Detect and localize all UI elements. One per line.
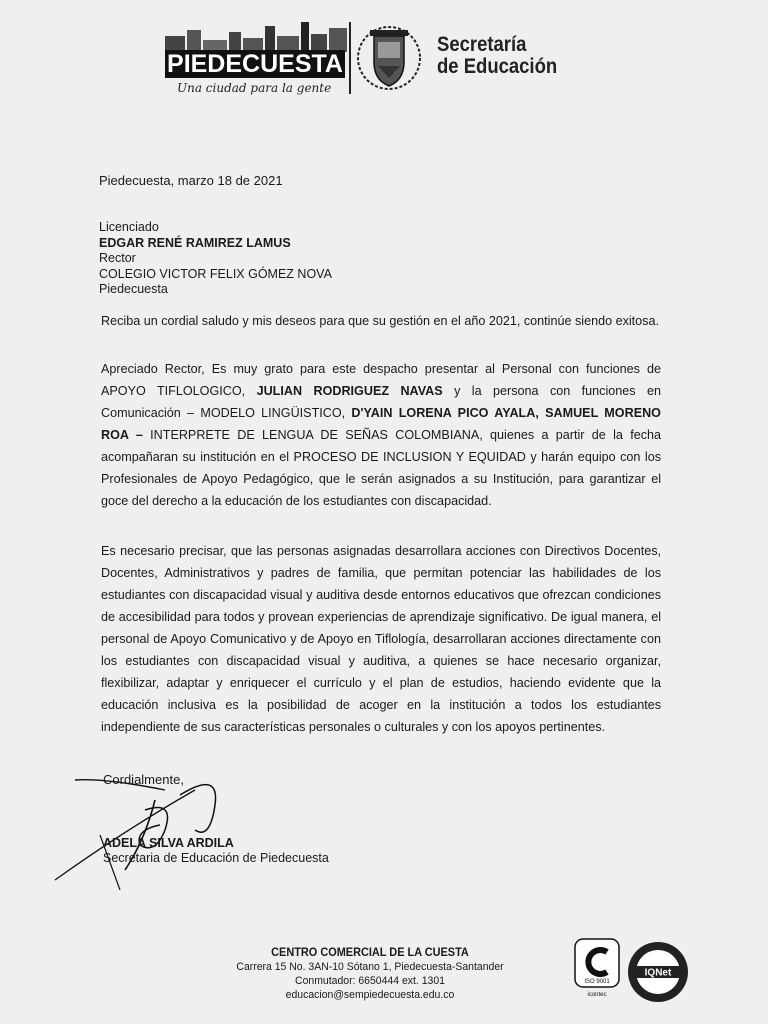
introduction-paragraph	[101, 358, 661, 512]
cert2-label: IQNet	[644, 967, 672, 979]
logo-tagline: Una ciudad para la gente	[177, 81, 332, 95]
greeting-paragraph: Reciba un cordial saludo y mis deseos para que su gestión en el año 2021, continúe siendo exitosa.	[101, 314, 659, 328]
coat-of-arms-icon	[356, 22, 422, 94]
logo-wordmark: PIEDECUESTA	[165, 50, 345, 78]
intro-text-3: INTERPRETE DE LENGUA DE SEÑAS COLOMBIANA, quienes a partir de la fecha acompañaran su institución en el PROCESO DE INCLUSION Y EQUIDAD y harán equipo con los Profesionales de Apoyo Pedagógico, que le serán asignados a su Institución, para garantizar el goce del derecho a la educación de los estudiantes con discapacidad.	[101, 428, 662, 508]
addressee-block	[99, 220, 332, 298]
signer-name: ADELA SILVA ARDILA	[103, 836, 234, 850]
handwritten-signature	[45, 760, 295, 890]
intro-name-2: D'YAIN LORENA PICO AYALA, SAMUEL MORENO ROA –	[101, 406, 661, 442]
header-divider	[349, 22, 351, 94]
footer-title: CENTRO COMERCIAL DE LA CUESTA	[271, 947, 469, 959]
intro-name-1: JULIAN RODRIGUEZ NAVAS	[256, 384, 443, 398]
secretaria-title	[437, 34, 557, 78]
cert1-brand: icontec	[587, 992, 607, 998]
footer-contact	[209, 946, 532, 1002]
recipient-name: EDGAR RENÉ RAMIREZ LAMUS	[99, 235, 291, 250]
recipient-city: Piedecuesta	[99, 282, 168, 296]
secretaria-line-1: Secretaría	[437, 33, 527, 56]
piedecuesta-logo	[165, 22, 347, 102]
recipient-title: Licenciado	[99, 220, 159, 234]
intro-text-1: Apreciado Rector, Es muy grato para este despacho presentar al Personal con funciones de APOYO TIFLOLOGICO,	[101, 362, 661, 398]
footer-address: Carrera 15 No. 3AN-10 Sótano 1, Piedecuesta-Santander	[236, 961, 504, 973]
iqnet-badge	[626, 940, 690, 1004]
closing-text: Cordialmente,	[103, 772, 184, 787]
recipient-institution: COLEGIO VICTOR FELIX GÓMEZ NOVA	[99, 266, 332, 281]
recipient-role: Rector	[99, 251, 136, 265]
footer-phone: Conmutador: 6650444 ext. 1301	[295, 975, 445, 987]
secretaria-line-2: de Educación	[437, 55, 558, 78]
icontec-iso-badge	[574, 938, 620, 1000]
signer-role: Secretaria de Educación de Piedecuesta	[103, 851, 329, 865]
footer-email: educacion@sempiedecuesta.edu.co	[285, 989, 455, 1001]
letter-date: Piedecuesta, marzo 18 de 2021	[99, 173, 283, 188]
cert1-label: ISO 9001	[584, 979, 610, 985]
intro-text-2: y la persona con funciones en Comunicación – MODELO LINGÜISTICO,	[101, 384, 662, 420]
details-paragraph: Es necesario precisar, que las personas asignadas desarrollara acciones con Directivos Docentes, Docentes, Administrativos y padres de familia, que permitan potenciar las habilidades de los estudiantes con discapacidad visual y auditiva desde entornos educativos que ofrezcan condiciones de accesibilidad para todos y provean experiencias de aprendizaje significativo. De igual manera, el personal de Apoyo Comunicativo y de Apoyo en Tiflología, desarrollaran acciones directamente con los estudiantes con discapacidad visual y auditiva, a quienes se hace necesario organizar, flexibilizar, adaptar y enriquecer el currículo y el plan de estudios, haciendo evidente que la educación inclusiva es la posibilidad de acoger en la institución a todos los estudiantes independiente de sus características personales o culturales y con los apoyos pertinentes.	[101, 544, 661, 734]
